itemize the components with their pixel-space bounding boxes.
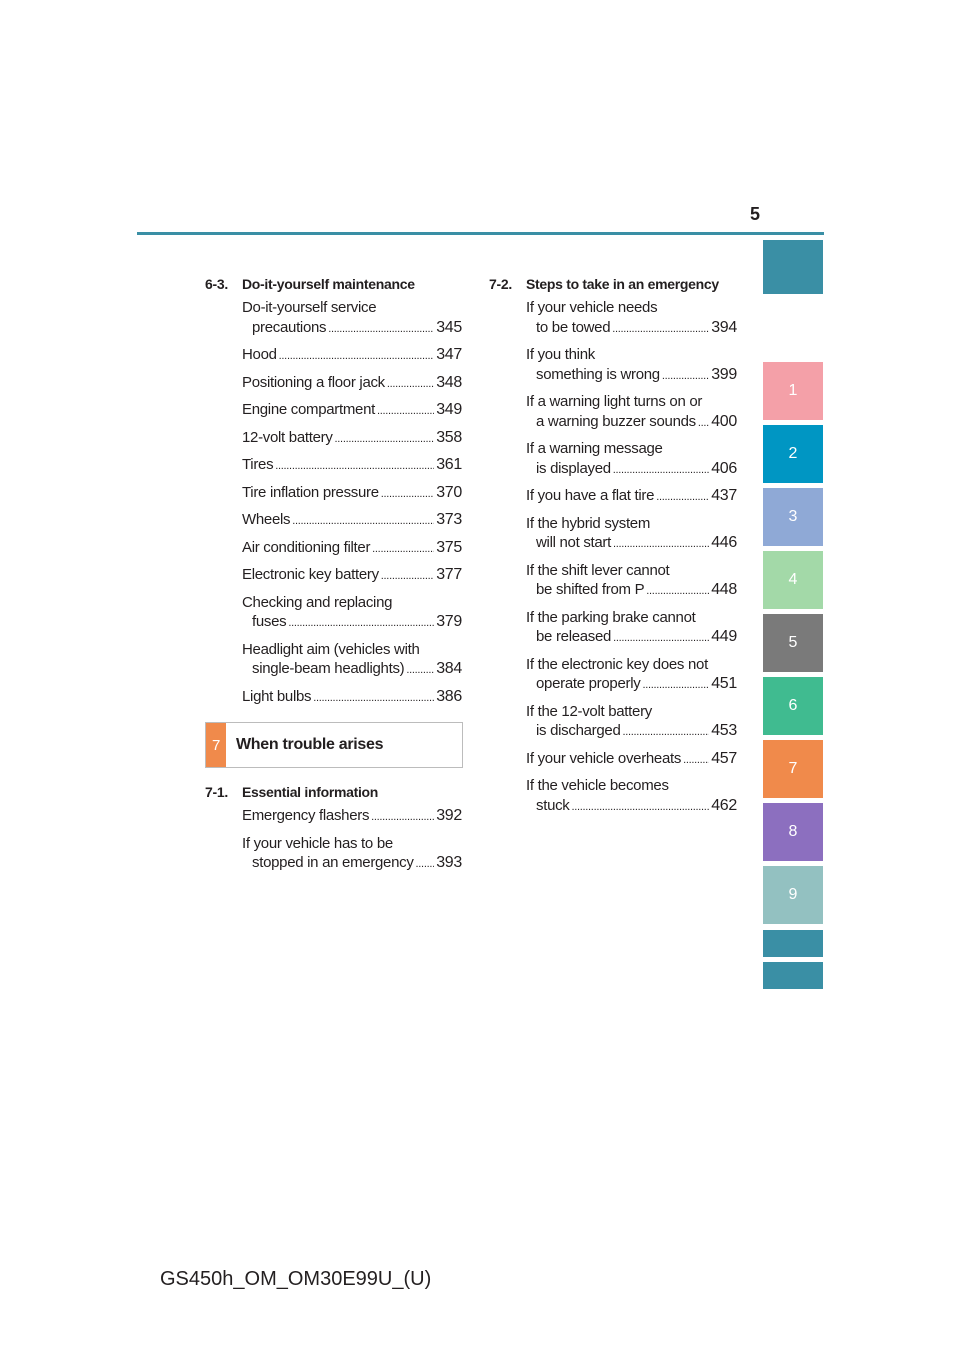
toc-page-number: 449 xyxy=(711,628,737,645)
section-heading xyxy=(205,276,462,292)
toc-page-number: 453 xyxy=(711,722,737,739)
toc-page-number: 347 xyxy=(436,346,462,363)
toc-entry[interactable] xyxy=(242,483,462,505)
dot-leader xyxy=(612,320,709,340)
toc-entry-title: Tires xyxy=(242,456,274,473)
dot-leader xyxy=(279,347,435,367)
dot-leader xyxy=(372,540,434,560)
toc-entry-title: will not start xyxy=(536,534,611,551)
toc-entry[interactable] xyxy=(242,298,462,339)
dot-leader xyxy=(683,751,709,771)
dot-leader xyxy=(698,414,709,434)
toc-entry-title: is displayed xyxy=(536,459,611,477)
toc-entry-title: Wheels xyxy=(242,511,291,528)
toc-page-number: 384 xyxy=(436,660,462,677)
toc-page-number: 349 xyxy=(436,401,462,418)
toc-entry-title-line: If your vehicle needs xyxy=(526,299,658,316)
toc-entry[interactable] xyxy=(242,455,462,477)
toc-entry-title-line: If the 12-volt battery xyxy=(526,702,652,720)
toc-entry-title: stuck xyxy=(536,796,570,814)
chapter-tab-2[interactable]: 2 xyxy=(763,425,823,483)
toc-page-number: 462 xyxy=(711,796,737,814)
toc-left-column xyxy=(205,276,462,881)
toc-page-number: 437 xyxy=(711,487,737,504)
chapter-tab-5[interactable]: 5 xyxy=(763,614,823,672)
toc-entry-title: If you have a flat tire xyxy=(526,487,655,504)
toc-entry[interactable] xyxy=(526,561,737,602)
toc-entry-title: precautions xyxy=(252,318,327,336)
toc-page-number: 348 xyxy=(436,373,462,391)
toc-entry[interactable] xyxy=(526,392,737,433)
toc-entry-title-line: If your vehicle has to be xyxy=(242,834,393,852)
dot-leader xyxy=(642,676,709,696)
toc-entry-title-line: If you think xyxy=(526,346,595,363)
toc-entry-title: single-beam headlights) xyxy=(252,660,405,677)
toc-entry[interactable] xyxy=(242,400,462,422)
toc-entry-title: be shifted from P xyxy=(536,581,645,598)
toc-entry-title-line: If a warning message xyxy=(526,440,663,457)
toc-right-column xyxy=(489,276,737,823)
toc-entry[interactable] xyxy=(526,486,737,508)
toc-entry-title: operate properly xyxy=(536,675,641,692)
toc-page-number: 400 xyxy=(711,412,737,430)
chapter-title: When trouble arises xyxy=(236,736,384,753)
chapter-tab-blank[interactable] xyxy=(763,930,823,957)
toc-page-number: 399 xyxy=(711,365,737,383)
toc-entry-title: to be towed xyxy=(536,318,611,336)
chapter-number: 7 xyxy=(206,723,226,767)
toc-entry-title-line: If the shift lever cannot xyxy=(526,561,670,579)
toc-page-number: 373 xyxy=(436,511,462,528)
section-title: Steps to take in an emergency xyxy=(526,276,719,292)
toc-page-number: 406 xyxy=(711,459,737,477)
toc-entry[interactable] xyxy=(526,298,737,339)
toc-entry[interactable] xyxy=(526,345,737,386)
chapter-tab-9[interactable]: 9 xyxy=(763,866,823,924)
toc-page-number: 393 xyxy=(436,854,462,871)
toc-entry[interactable] xyxy=(242,687,462,709)
dot-leader xyxy=(572,798,710,818)
toc-entry[interactable] xyxy=(526,608,737,649)
chapter-tab-blank[interactable] xyxy=(763,962,823,989)
header-rule xyxy=(137,232,824,235)
toc-entry-list xyxy=(205,806,462,875)
dot-leader xyxy=(662,367,709,387)
toc-entry[interactable] xyxy=(526,749,737,771)
section-heading xyxy=(205,784,462,800)
dot-leader xyxy=(313,689,434,709)
toc-page-number: 394 xyxy=(711,318,737,336)
toc-entry[interactable] xyxy=(242,640,462,681)
chapter-tab-1[interactable]: 1 xyxy=(763,362,823,420)
chapter-tab-blank[interactable] xyxy=(763,240,823,294)
dot-leader xyxy=(622,723,709,743)
toc-page-number: 379 xyxy=(436,613,462,630)
toc-entry-title: Hood xyxy=(242,346,277,363)
toc-entry[interactable] xyxy=(242,345,462,367)
toc-page-number: 392 xyxy=(436,807,462,824)
toc-entry[interactable] xyxy=(526,439,737,480)
dot-leader xyxy=(381,567,434,587)
chapter-tab-7[interactable]: 7 xyxy=(763,740,823,798)
toc-entry-title-line: If the electronic key does not xyxy=(526,655,708,673)
toc-entry-title: something is wrong xyxy=(536,365,660,383)
toc-entry-title: Tire inflation pressure xyxy=(242,483,379,501)
toc-page-number: 358 xyxy=(436,428,462,446)
toc-entry[interactable] xyxy=(242,538,462,560)
toc-page-number: 361 xyxy=(436,456,462,473)
toc-entry[interactable] xyxy=(242,373,462,395)
toc-entry[interactable] xyxy=(526,655,737,696)
toc-entry-title: Light bulbs xyxy=(242,687,312,705)
toc-entry-title-line: Checking and replacing xyxy=(242,593,393,611)
dot-leader xyxy=(613,629,709,649)
toc-entry-title: 12-volt battery xyxy=(242,428,333,446)
chapter-tab-8[interactable]: 8 xyxy=(763,803,823,861)
dot-leader xyxy=(406,661,434,681)
chapter-tab-4[interactable]: 4 xyxy=(763,551,823,609)
toc-entry[interactable] xyxy=(526,514,737,555)
dot-leader xyxy=(328,320,434,340)
toc-page-number: 451 xyxy=(711,675,737,692)
toc-entry[interactable] xyxy=(242,510,462,532)
toc-entry-title: stopped in an emergency xyxy=(252,854,414,871)
toc-entry-title: Air conditioning filter xyxy=(242,538,371,556)
toc-entry[interactable] xyxy=(242,593,462,634)
section-heading xyxy=(489,276,737,292)
toc-page-number: 375 xyxy=(436,538,462,556)
toc-entry-list xyxy=(205,298,462,708)
toc-entry-title: be released xyxy=(536,628,612,645)
dot-leader xyxy=(288,614,434,634)
dot-leader xyxy=(381,485,434,505)
dot-leader xyxy=(613,535,709,555)
toc-page-number: 370 xyxy=(436,483,462,501)
toc-entry-title: fuses xyxy=(252,613,287,630)
toc-entry-title-line: If the hybrid system xyxy=(526,514,651,532)
page-number: 5 xyxy=(749,204,760,224)
toc-page-number: 386 xyxy=(436,687,462,705)
dot-leader xyxy=(275,457,434,477)
toc-page-number: 446 xyxy=(711,534,737,551)
toc-entry[interactable] xyxy=(526,702,737,743)
toc-entry-title-line: Do-it-yourself service xyxy=(242,299,377,316)
toc-entry-title-line: Headlight aim (vehicles with xyxy=(242,640,420,658)
toc-entry-title: Emergency flashers xyxy=(242,807,370,824)
toc-entry[interactable] xyxy=(242,428,462,450)
toc-entry[interactable] xyxy=(526,776,737,817)
toc-entry-title: Engine compartment xyxy=(242,401,376,418)
toc-entry-title: is discharged xyxy=(536,722,621,739)
dot-leader xyxy=(292,512,434,532)
section-number: 6-3. xyxy=(205,276,228,292)
section-title: Essential information xyxy=(242,784,379,800)
chapter-tab-3[interactable]: 3 xyxy=(763,488,823,546)
toc-entry[interactable] xyxy=(242,834,462,875)
section-number: 7-1. xyxy=(205,784,228,800)
section-number: 7-2. xyxy=(489,276,512,292)
toc-entry-list xyxy=(489,298,737,817)
toc-entry-title-line: If the vehicle becomes xyxy=(526,777,669,794)
toc-entry-title: If your vehicle overheats xyxy=(526,749,682,767)
dot-leader xyxy=(416,855,435,875)
dot-leader xyxy=(335,430,435,450)
toc-entry-title-line: If the parking brake cannot xyxy=(526,608,696,626)
chapter-heading[interactable] xyxy=(205,722,463,768)
dot-leader xyxy=(371,808,434,828)
section-title: Do-it-yourself maintenance xyxy=(242,276,415,292)
toc-entry-title: Positioning a floor jack xyxy=(242,373,385,391)
dot-leader xyxy=(377,402,434,422)
document-code-footer: GS450h_OM_OM30E99U_(U) xyxy=(160,1268,432,1290)
toc-page-number: 345 xyxy=(436,318,462,336)
toc-page-number: 457 xyxy=(711,749,737,767)
toc-page-number: 448 xyxy=(711,581,737,598)
toc-entry-title-line: If a warning light turns on or xyxy=(526,393,703,410)
toc-entry-title: a warning buzzer sounds xyxy=(536,412,696,430)
toc-page-number: 377 xyxy=(436,566,462,583)
chapter-tab-6[interactable]: 6 xyxy=(763,677,823,735)
dot-leader xyxy=(646,582,709,602)
dot-leader xyxy=(387,375,434,395)
dot-leader xyxy=(656,488,709,508)
toc-entry[interactable] xyxy=(242,565,462,587)
dot-leader xyxy=(613,461,709,481)
toc-entry[interactable] xyxy=(242,806,462,828)
toc-entry-title: Electronic key battery xyxy=(242,566,379,583)
